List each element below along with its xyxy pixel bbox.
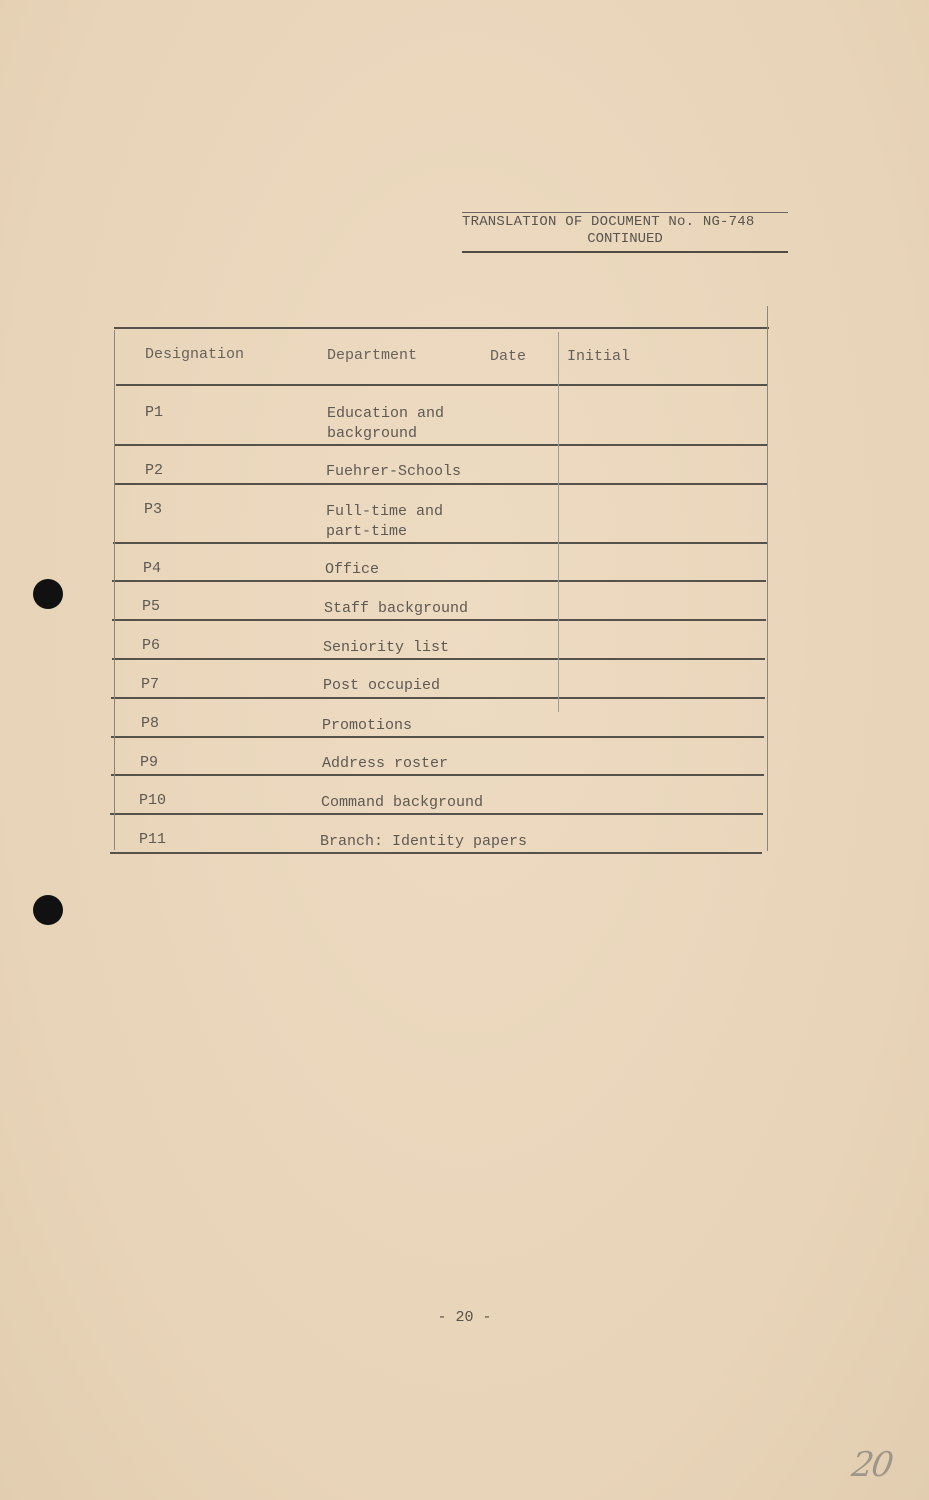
punch-hole-bottom <box>33 895 63 925</box>
row-designation: P2 <box>145 462 164 479</box>
header-rule-top <box>462 212 788 213</box>
row-designation: P4 <box>143 560 162 577</box>
row-department-line: part-time <box>326 523 408 540</box>
header-title: TRANSLATION OF DOCUMENT No. NG-748 <box>462 214 755 230</box>
row-designation: P8 <box>141 715 160 732</box>
table-rule <box>114 444 768 446</box>
handwritten-page-number: 20 <box>849 1445 895 1485</box>
row-department <box>327 404 444 444</box>
row-department-line: background <box>327 425 418 442</box>
row-department: Post occupied <box>323 677 441 694</box>
table-rule <box>112 619 766 621</box>
row-designation: P11 <box>139 831 167 848</box>
row-designation: P3 <box>144 501 163 518</box>
table-rule <box>110 813 763 815</box>
row-designation: P5 <box>142 598 161 615</box>
table-rule <box>113 542 767 544</box>
row-department: Fuehrer-Schools <box>326 463 462 480</box>
table-rule-top <box>114 327 769 329</box>
table-rule <box>111 774 764 776</box>
row-department: Address roster <box>322 755 449 772</box>
row-department: Branch: Identity papers <box>320 833 528 850</box>
row-designation: P10 <box>139 792 167 809</box>
header-subtitle: CONTINUED <box>587 231 663 247</box>
row-designation: P6 <box>142 637 161 654</box>
column-header-designation: Designation <box>145 346 245 363</box>
table-rule-header <box>116 384 768 386</box>
table-column-divider <box>558 332 559 712</box>
row-department: Promotions <box>322 717 413 734</box>
table-rule <box>111 736 764 738</box>
row-department: Seniority list <box>323 639 450 656</box>
row-department <box>326 502 443 542</box>
column-header-initial: Initial <box>567 348 631 365</box>
row-department: Command background <box>321 794 484 811</box>
header-rule-bottom <box>462 251 788 253</box>
column-header-date: Date <box>490 348 527 365</box>
punch-hole-top <box>33 579 63 609</box>
row-department: Staff background <box>324 600 469 617</box>
document-header <box>462 214 788 248</box>
table-rule <box>112 658 765 660</box>
table-rule <box>114 483 767 485</box>
table-rule-bottom <box>110 852 762 854</box>
table-border-right <box>767 306 768 851</box>
row-designation: P9 <box>140 754 159 771</box>
table-rule <box>111 697 765 699</box>
row-department: Office <box>325 561 380 578</box>
row-designation: P7 <box>141 676 160 693</box>
table-rule <box>112 580 766 582</box>
page-number: - 20 - <box>437 1309 492 1326</box>
table-border-left <box>114 330 115 850</box>
row-department-line: Full-time and <box>326 503 444 520</box>
column-header-department: Department <box>327 347 418 364</box>
row-department-line: Education and <box>327 405 445 422</box>
row-designation: P1 <box>145 404 164 421</box>
